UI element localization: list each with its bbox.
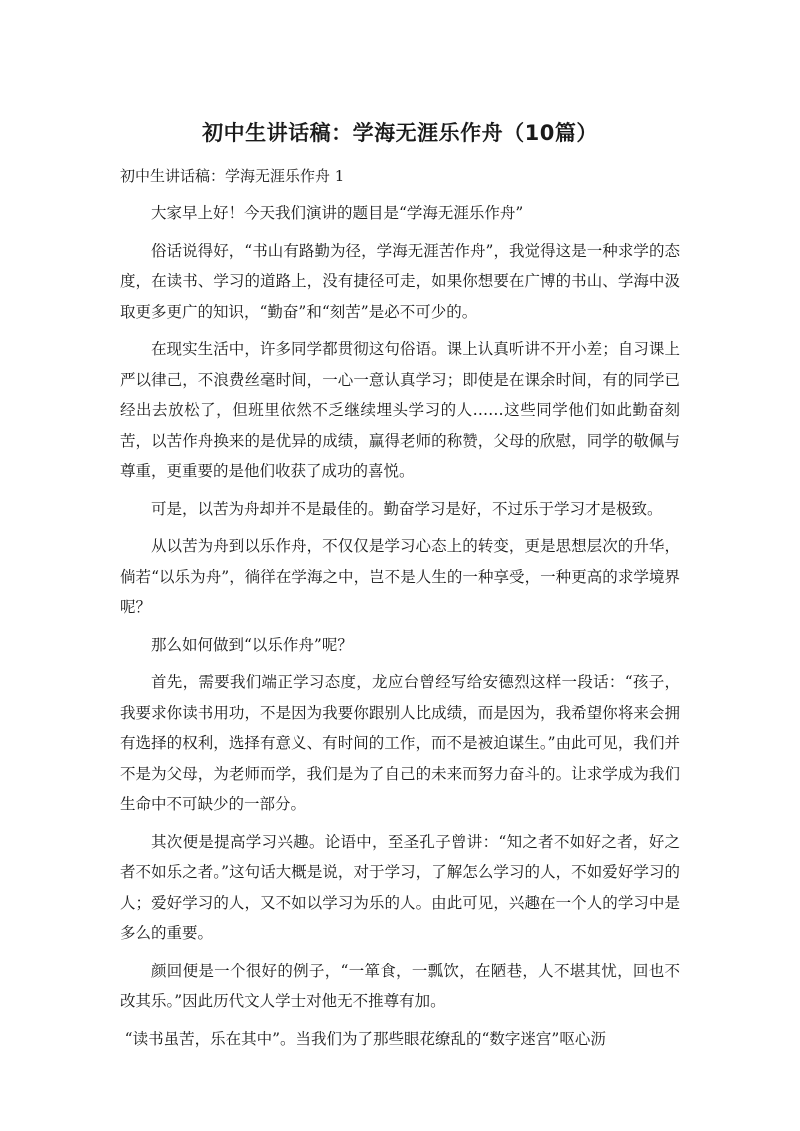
paragraph: 那么如何做到“以乐作舟”呢？ [151,635,353,654]
paragraph: 俗话说得好，“书山有路勤为径，学海无涯苦作舟”，我觉得这是一种求学的态度，在读书、学习的道路上，没有捷径可走，如果你想要在广博的书山、学海中汲取更多更广的知识，“勤奋”和“刻苦”是必不可少的。 [120,241,680,321]
paragraph: “读书虽苦，乐在其中”。当我们为了那些眼花缭乱的“数字迷宫”呕心沥 [124,1029,606,1048]
paragraph: 从以苦为舟到以乐作舟，不仅仅是学习心态上的转变，更是思想层次的升华，倘若“以乐为舟”，徜徉在学海之中，岂不是人生的一种享受，一种更高的求学境界呢？ [120,537,680,616]
paragraph: 首先，需要我们端正学习态度，龙应台曾经写给安德烈这样一段话：“孩子，我要求你读书用功，不是因为我要你跟别人比成绩，而是因为，我希望你将来会拥有选择的权利，选择有意义、有时间的工作，而不是被迫谋生。”由此可见，我们并不是为父母，为老师而学，我们是为了自己的未来而努力奋斗的。让求学成为我们生命中不可缺少的一部分。 [120,673,680,813]
paragraph: 可是，以苦为舟却并不是最佳的。勤奋学习是好，不过乐于学习才是极致。 [151,499,663,518]
document-subtitle: 初中生讲话稿：学海无涯乐作舟 1 [120,167,345,185]
document-title: 初中生讲话稿：学海无涯乐作舟（10篇） [202,121,598,145]
paragraph: 大家早上好！今天我们演讲的题目是“学海无涯乐作舟” [151,204,524,222]
paragraph: 其次便是提高学习兴趣。论语中，至圣孔子曾讲：“知之者不如好之者，好之者不如乐之者。”这句话大概是说，对于学习，了解怎么学习的人，不如爱好学习的人；爱好学习的人，又不如以学习为乐的人。由此可见，兴趣在一个人的学习中是多么的重要。 [120,832,680,942]
paragraph: 颜回便是一个很好的例子，“一箪食，一瓢饮，在陋巷，人不堪其忧，回也不改其乐。”因此历代文人学士对他无不推尊有加。 [120,961,680,1010]
paragraph: 在现实生活中，许多同学都贯彻这句俗语。课上认真听讲不开小差；自习课上严以律己，不浪费丝毫时间，一心一意认真学习；即使是在课余时间，有的同学已经出去放松了，但班里依然不乏继续埋头学习的人……这些同学他们如此勤奋刻苦，以苦作舟换来的是优异的成绩，赢得老师的称赞，父母的欣慰，同学的敬佩与尊重，更重要的是他们收获了成功的喜悦。 [120,340,680,480]
